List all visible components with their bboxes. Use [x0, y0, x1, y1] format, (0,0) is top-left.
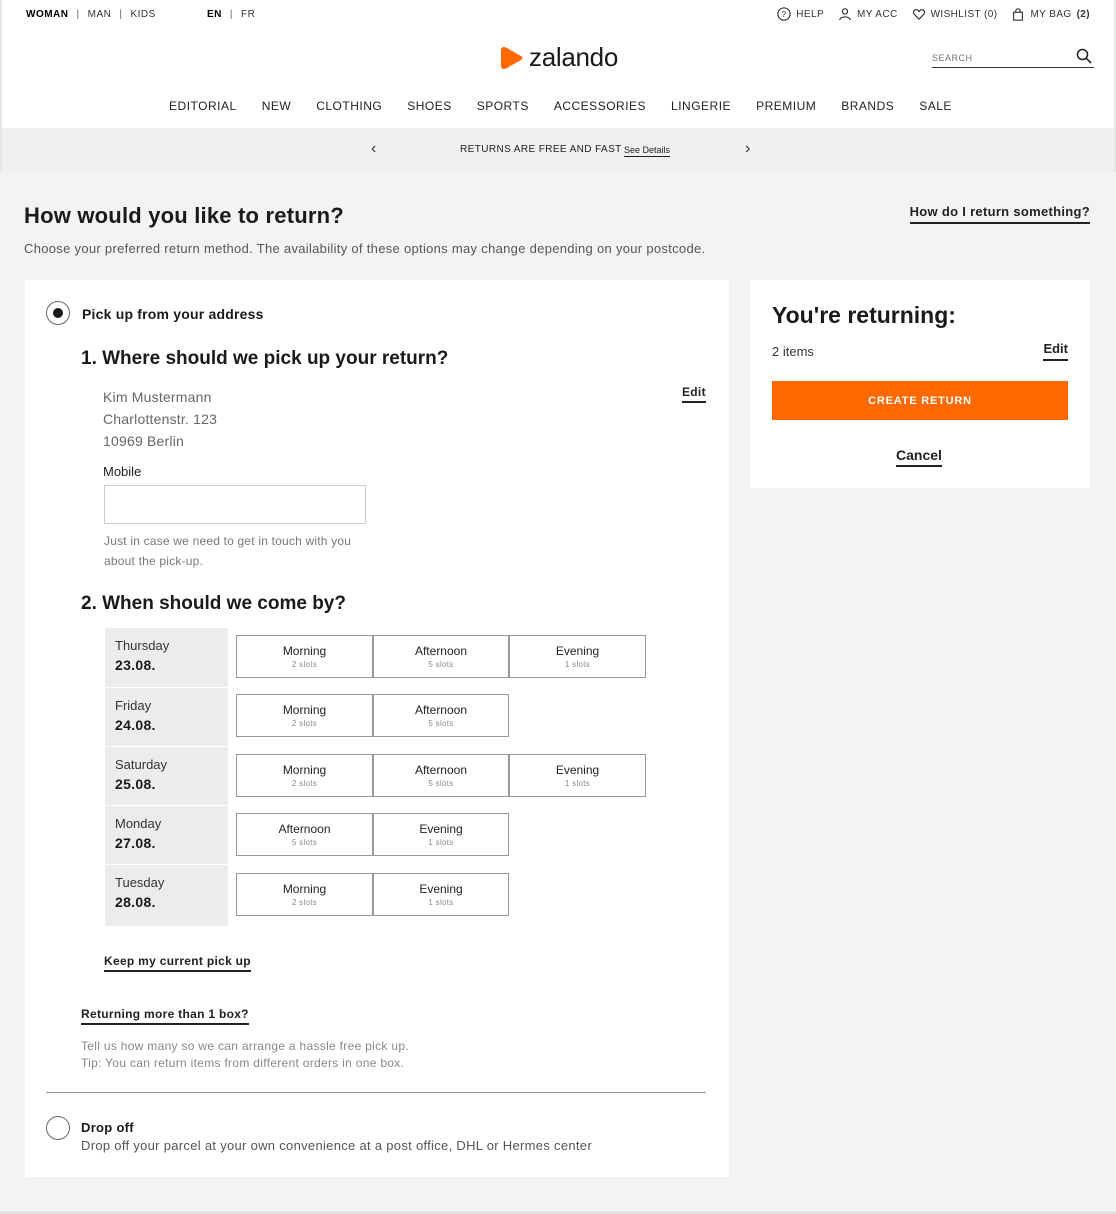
- bag-icon: [1011, 7, 1025, 21]
- zalando-play-icon: [500, 45, 524, 71]
- day-saturday: [105, 747, 228, 805]
- logo-text: zalando: [529, 42, 618, 72]
- item-count: 2 items: [772, 344, 814, 359]
- keep-current-pickup-link[interactable]: Keep my current pick up: [104, 954, 251, 972]
- day-friday: [105, 688, 228, 746]
- dept-kids[interactable]: KIDS: [130, 9, 156, 20]
- day-name: Monday: [115, 816, 162, 831]
- slot-count: 2 slots: [291, 719, 318, 728]
- more-boxes-tip: Tip: You can return items from different orders in one box.: [81, 1056, 405, 1070]
- slot-saturday-morning[interactable]: [236, 754, 373, 797]
- slot-monday-evening[interactable]: [373, 813, 509, 856]
- slot-thursday-evening[interactable]: [509, 635, 646, 678]
- dropoff-option-label[interactable]: Drop off: [81, 1120, 134, 1135]
- slot-label: Evening: [419, 822, 463, 836]
- mobile-input[interactable]: [104, 485, 366, 524]
- zalando-logo[interactable]: [500, 42, 618, 73]
- return-summary-card: [750, 280, 1090, 488]
- slot-count: 5 slots: [428, 779, 454, 788]
- lang-fr[interactable]: FR: [241, 9, 256, 20]
- bag-link[interactable]: [1011, 7, 1090, 21]
- slot-count: 2 slots: [291, 660, 318, 669]
- pickup-time-title: 2. When should we come by?: [81, 593, 346, 614]
- slot-count: 1 slots: [564, 779, 591, 788]
- help-label: HELP: [796, 8, 825, 20]
- cancel-link[interactable]: Cancel: [896, 447, 942, 467]
- day-date: 23.08.: [115, 657, 156, 673]
- mobile-hint: Just in case we need to get in touch with you about the pick-up.: [104, 534, 352, 568]
- day-date: 24.08.: [115, 717, 156, 733]
- dept-woman[interactable]: WOMAN: [26, 9, 69, 20]
- slot-count: 5 slots: [428, 660, 454, 669]
- language-switcher: [207, 9, 255, 20]
- slot-tuesday-evening[interactable]: [373, 873, 509, 916]
- address-street: Charlottenstr. 123: [103, 411, 218, 427]
- slot-label: Afternoon: [278, 822, 331, 836]
- pickup-option-label[interactable]: Pick up from your address: [82, 306, 264, 322]
- slot-tuesday-morning[interactable]: [236, 873, 373, 916]
- slot-thursday-afternoon[interactable]: [373, 635, 509, 678]
- nav-premium[interactable]: PREMIUM: [756, 99, 817, 113]
- more-boxes-text: Tell us how many so we can arrange a hassle free pick up.: [81, 1039, 409, 1053]
- how-to-return-link[interactable]: How do I return something?: [910, 204, 1090, 224]
- address-name: Kim Mustermann: [103, 389, 212, 405]
- help-link[interactable]: [777, 7, 824, 21]
- edit-address-link[interactable]: Edit: [682, 385, 706, 403]
- svg-text:?: ?: [781, 10, 787, 20]
- wishlist-label: WISHLIST (0): [930, 8, 998, 20]
- search-icon[interactable]: [1076, 48, 1092, 64]
- pickup-address-title: 1. Where should we pick up your return?: [81, 348, 449, 369]
- slot-label: Evening: [555, 763, 600, 777]
- dropoff-radio[interactable]: [46, 1116, 70, 1140]
- wishlist-link[interactable]: [912, 7, 998, 21]
- more-boxes-info: [81, 1038, 409, 1072]
- lang-en[interactable]: EN: [207, 9, 222, 20]
- promo-banner: [0, 128, 1116, 172]
- search-box: [932, 48, 1094, 68]
- slot-label: Evening: [419, 882, 463, 896]
- main-nav: [2, 99, 1116, 113]
- day-name: Saturday: [115, 757, 168, 772]
- day-tuesday: [105, 865, 228, 926]
- nav-sale[interactable]: SALE: [919, 99, 952, 113]
- chevron-left-icon[interactable]: ‹: [371, 140, 377, 157]
- edit-items-link[interactable]: Edit: [1043, 341, 1068, 361]
- slot-count: 1 slots: [428, 898, 454, 907]
- slot-label: Morning: [282, 882, 327, 896]
- promo-text: RETURNS ARE FREE AND FAST: [460, 144, 622, 155]
- slot-count: 2 slots: [291, 898, 318, 907]
- slot-count: 5 slots: [291, 838, 318, 847]
- day-name: Friday: [115, 698, 152, 713]
- help-icon: [777, 7, 791, 21]
- search-input[interactable]: [932, 49, 1072, 67]
- day-date: 27.08.: [115, 835, 156, 851]
- user-icon: [838, 7, 852, 21]
- separator: |: [119, 9, 123, 20]
- account-label: MY ACC: [857, 8, 898, 20]
- slot-label: Morning: [282, 703, 327, 717]
- slot-label: Morning: [282, 644, 327, 658]
- pickup-address: [103, 386, 217, 452]
- create-return-button[interactable]: CREATE RETURN: [772, 381, 1068, 420]
- slot-label: Afternoon: [414, 763, 468, 777]
- slot-monday-afternoon[interactable]: [236, 813, 373, 856]
- day-date: 25.08.: [115, 776, 156, 792]
- returning-more-boxes-link[interactable]: Returning more than 1 box?: [81, 1007, 249, 1025]
- day-date: 28.08.: [115, 894, 156, 910]
- nav-sports[interactable]: SPORTS: [476, 99, 529, 113]
- day-monday: [105, 806, 228, 864]
- pickup-radio[interactable]: [46, 301, 70, 325]
- slot-friday-afternoon[interactable]: [373, 694, 509, 737]
- address-city: 10969 Berlin: [103, 433, 185, 449]
- chevron-right-icon[interactable]: ›: [745, 140, 751, 157]
- nav-new[interactable]: NEW: [261, 99, 292, 113]
- page-title: How would you like to return?: [24, 203, 344, 228]
- dropoff-description: Drop off your parcel at your own convenience at a post office, DHL or Hermes center: [81, 1138, 592, 1153]
- slot-saturday-afternoon[interactable]: [373, 754, 509, 797]
- summary-title: You're returning:: [772, 302, 956, 328]
- nav-lingerie[interactable]: LINGERIE: [671, 99, 732, 113]
- slot-count: 1 slots: [564, 660, 591, 669]
- page-subtitle: Choose your preferred return method. The availability of these options may change depending on your postcode.: [24, 241, 706, 256]
- nav-accessories[interactable]: ACCESSORIES: [553, 99, 647, 113]
- slot-count: 1 slots: [428, 838, 454, 847]
- heart-icon: [912, 7, 926, 21]
- nav-shoes[interactable]: SHOES: [407, 99, 452, 113]
- slot-label: Evening: [555, 644, 600, 658]
- nav-brands[interactable]: BRANDS: [841, 99, 895, 113]
- slot-friday-morning[interactable]: [236, 694, 373, 737]
- mobile-label: Mobile: [103, 464, 142, 479]
- dept-man[interactable]: MAN: [87, 9, 112, 20]
- day-name: Tuesday: [115, 875, 165, 890]
- return-method-card: [25, 280, 729, 1177]
- nav-clothing[interactable]: CLOTHING: [316, 99, 383, 113]
- account-link[interactable]: [838, 7, 898, 21]
- slot-label: Afternoon: [414, 703, 468, 717]
- separator: |: [76, 9, 80, 20]
- slot-label: Afternoon: [414, 644, 468, 658]
- department-switcher: [26, 9, 156, 20]
- site-header: [0, 0, 1116, 128]
- bag-count: (2): [1076, 8, 1090, 20]
- nav-editorial[interactable]: EDITORIAL: [169, 99, 237, 113]
- day-thursday: [105, 628, 228, 687]
- slot-count: 2 slots: [291, 779, 318, 788]
- bag-label: MY BAG: [1030, 8, 1072, 20]
- day-name: Thursday: [115, 638, 170, 653]
- utility-links: [777, 7, 1090, 21]
- separator: |: [229, 9, 234, 20]
- slot-thursday-morning[interactable]: [236, 635, 373, 678]
- slot-label: Morning: [282, 763, 327, 777]
- slot-saturday-evening[interactable]: [509, 754, 646, 797]
- divider: [46, 1092, 706, 1093]
- slot-count: 5 slots: [428, 719, 454, 728]
- promo-details-link[interactable]: See Details: [624, 145, 671, 155]
